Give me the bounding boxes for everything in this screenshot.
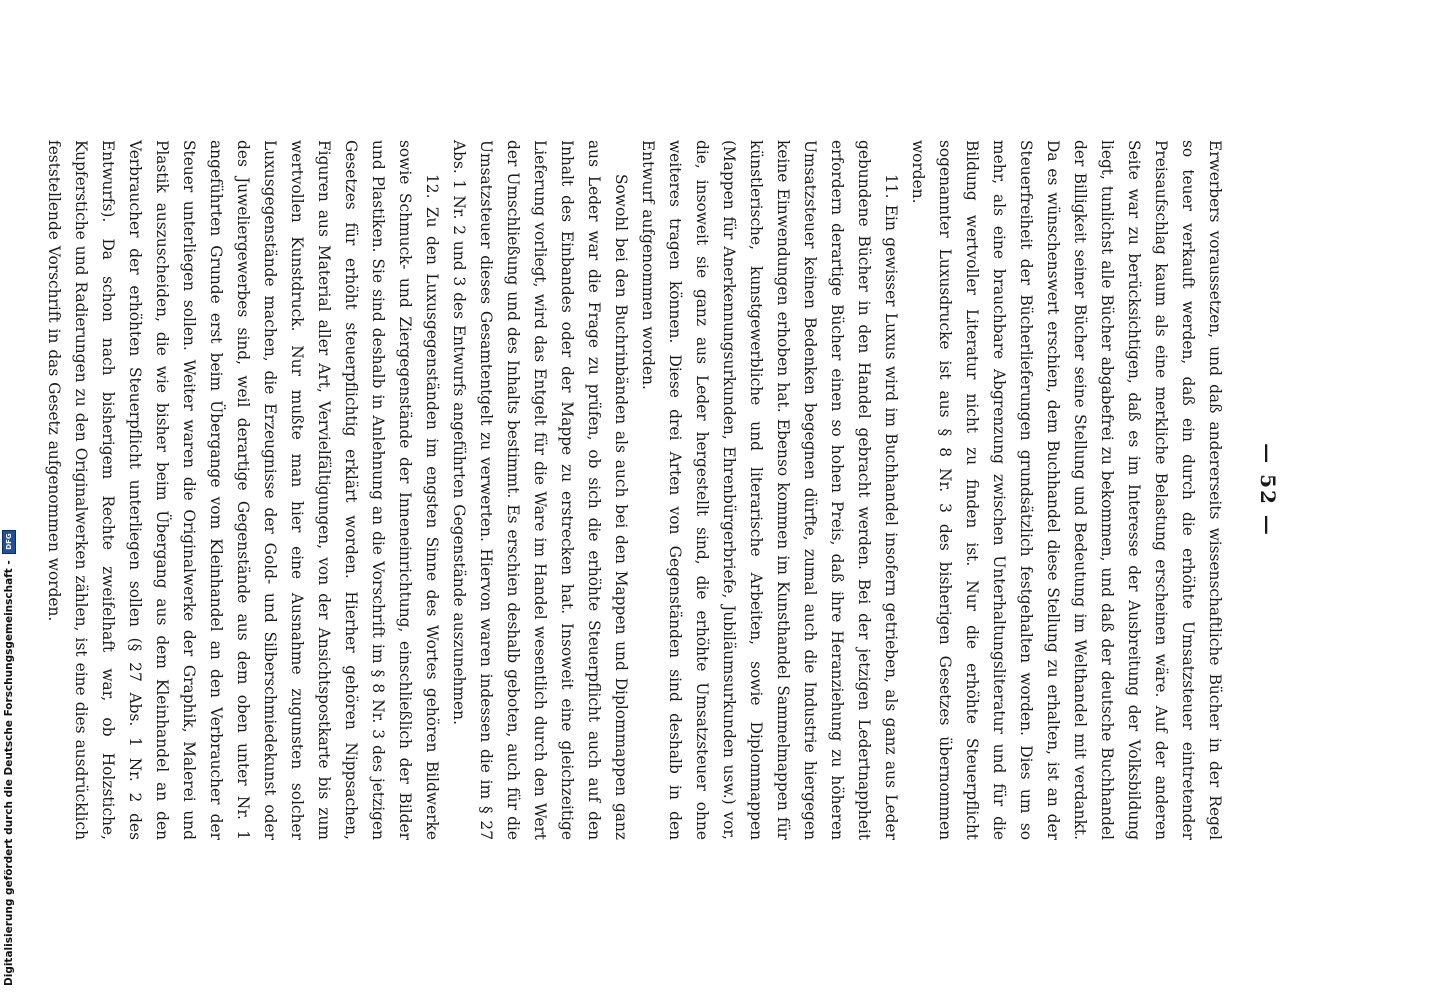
rotated-document-page xyxy=(45,140,1282,840)
credit-text: Digitalisierung gefördert durch die Deutsche Forschungsgemeinschaft - xyxy=(3,560,15,986)
page-number: — 52 — xyxy=(1256,443,1280,537)
paragraph-2: 11. Ein gewisser Luxus wird im Buchhandel insofern getrieben, als ganz aus Leder gebundene Bücher in den Handel gebracht werden. Bei der jetzigen Ledertnappheit erfordern derartige Bücher einen so hohen Preis, daß ihre Heranziehung zu höheren Umsatzsteuer keinen Bedenken begegnen dürfte, zumal auch die Industrie hiergegen keine Einwendungen erhoben hat. Ebenso kommen im Kunsthandel Sammelmappen für künstlerische, kunstgewerbliche und literarische Arbeiten, sowie Diplommappen (Mappen für Anerkennungsurkunden, Ehrenbürgerbriefe, Jubiläumsurkunden usw.) vor, die, insoweit sie ganz aus Leder hergestellt sind, die erhöhte Umsatzsteuer ohne weiteres tragen können. Diese drei Arten von Gegenständen sind deshalb in den Entwurf aufgenommen worden. xyxy=(639,140,900,840)
credit-line xyxy=(0,533,18,986)
paragraph-1: Erwerbers voraussetzen, und daß andererseits wissenschaftliche Bücher in der Regel so teuer verkauft werden, daß ein durch die erhöhte Umsatzsteuer eintretender Preisaufschlag kaum als eine merkliche Belastung erscheinen wäre. Auf der anderen Seite war zu berücksichtigen, daß es im Interesse der Ausbreitung der Volksbildung liegt, tunlichst alle Bücher abgabefrei zu bekommen, und daß der deutsche Buchhandel der Billigkeit seiner Bücher seine Stellung und Bedeutung im Welthandel mit verdankt. Da es wünschenswert erschien, dem Buchhandel diese Stellung zu erhalten, ist an der Steuerfreiheit der Bücherlieferungen grundsätzlich festgehalten worden. Dies um so mehr, als eine brauchbare Abgrenzung zwischen Unterhaltungsliteratur und für die Bildung wertvoller Literatur nicht zu finden ist. Nur die erhöhte Steuerpflicht sogenannter Luxusdrucke ist aus § 8 Nr. 3 des bisherigen Gesetzes übernommen worden. xyxy=(909,140,1224,840)
dfg-logo: DFG xyxy=(2,530,16,554)
paragraph-4: 12. Zu den Luxusgegenständen im engsten Sinne des Wortes gehören Bildwerke sowie Schmuck- und Ziergegenstände der Inneneinrichtung, einschließlich der Bilder und Plastiken. Sie sind deshalb in Anlehnung an die Vorschrift im § 8 Nr. 3 des jetzigen Gesetzes für erhöht steuerpflichtig erklärt worden. Hierher gehören Nippsachen, Figuren aus Material aller Art, Vervielfältigungen, von der Ansichtspostkarte bis zum wertvollen Kunstdruck. Nur mußte man hier eine Ausnahme zugunsten solcher Luxusgegenstände machen, die Erzeugnisse der Gold- und Silberschmiedekunst oder des Juweliergewerbes sind, weil derartige Gegenstände aus dem oben unter Nr. 1 angeführten Grunde erst beim Übergange vom Kleinhandel an den Verbraucher der Steuer unterliegen sollen. Weiter waren die Originalwerke der Graphik, Malerei und Plastik auszuscheiden, die wie bisher beim Übergang aus dem Kleinhandel an den Verbraucher der erhöhten Steuerpflicht unterliegen sollen (§ 27 Abs. 1 Nr. 2 des Entwurfs). Da schon nach bisherigem Rechte zweifelhaft war, ob Holzstiche, Kupferstiche und Radierungen zu den Originalwerken zählen, ist eine dies ausdrücklich feststellende Vorschrift in das Gesetz aufgenommen worden. xyxy=(45,140,441,840)
paragraph-3: Sowohl bei den Buchrinbänden als auch bei den Mappen und Diplommappen ganz aus Leder war die Frage zu prüfen, ob sich die erhöhte Steuerpflicht auch auf den Inhalt des Einbandes oder der Mappe zu erstrecken hat. Insoweit eine gleichzeitige Lieferung vorliegt, wird das Entgelt für die Ware im Handel wesentlich durch den Wert der Umschließung und des Inhalts bestimmt. Es erschien deshalb geboten, auch für die Umsatzsteuer dieses Gesamtentgelt zu verwerten. Hiervon waren indessen die im § 27 Abs. 1 Nr. 2 und 3 des Entwurfs angeführten Gegenstände auszunehmen. xyxy=(450,140,630,840)
body-text xyxy=(40,140,1228,840)
digitization-credit xyxy=(0,0,18,1000)
